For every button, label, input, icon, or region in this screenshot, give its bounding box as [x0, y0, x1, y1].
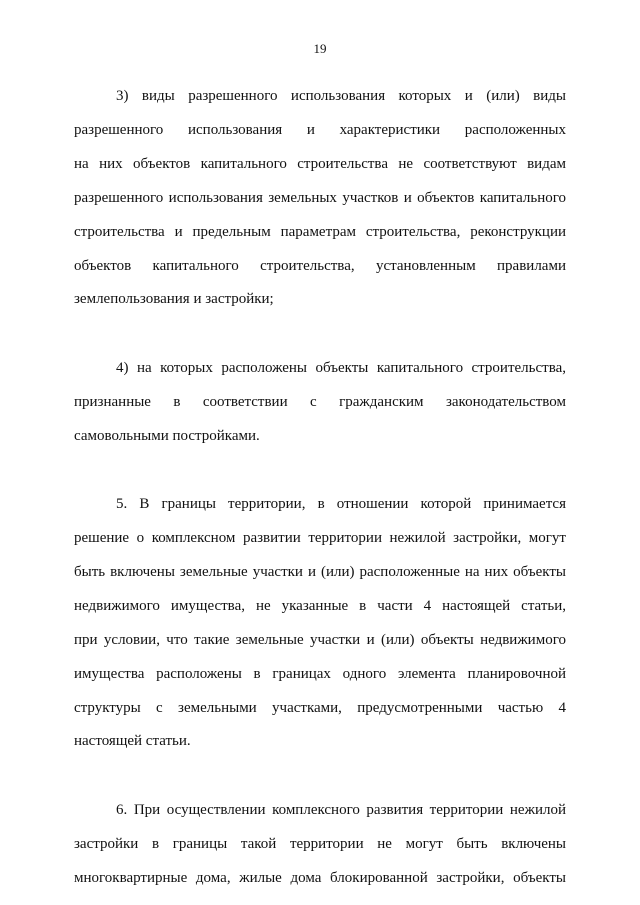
paragraph-gap: [74, 317, 566, 352]
text-line: самовольными постройками.: [74, 427, 260, 444]
text-line: застройки в границы такой территории не могут быть включены: [74, 835, 566, 852]
text-line: строительства и предельным параметрам строительства, реконструкции: [74, 223, 566, 240]
text-line: землепользования и застройки;: [74, 291, 274, 308]
text-line: на них объектов капитального строительства не соответствуют видам: [74, 155, 566, 172]
text-line: разрешенного использования земельных участков и объектов капитального: [74, 189, 566, 206]
text-line: недвижимого имущества, не указанные в части 4 настоящей статьи,: [74, 597, 566, 614]
document-body: [74, 80, 566, 896]
paragraph-item-3: [74, 80, 566, 317]
text-line: разрешенного использования и характеристики расположенных: [74, 121, 566, 138]
paragraph-gap: [74, 454, 566, 489]
text-line: решение о комплексном развитии территории нежилой застройки, могут: [74, 529, 566, 546]
text-line: 5. В границы территории, в отношении которой принимается: [116, 496, 566, 513]
text-line: признанные в соответствии с гражданским законодательством: [74, 393, 566, 410]
text-line: при условии, что такие земельные участки и (или) объекты недвижимого: [74, 631, 566, 648]
paragraph-part-5: [74, 488, 566, 759]
page-number: 19: [313, 41, 327, 56]
text-line: многоквартирные дома, жилые дома блокированной застройки, объекты: [74, 869, 566, 886]
text-line: настоящей статьи.: [74, 733, 191, 750]
text-line: 4) на которых расположены объекты капитального строительства,: [116, 359, 566, 376]
paragraph-gap: [74, 759, 566, 794]
text-line: имущества расположены в границах одного элемента планировочной: [74, 665, 566, 682]
text-line: структуры с земельными участками, предусмотренными частью 4: [74, 699, 566, 716]
text-line: объектов капитального строительства, установленным правилами: [74, 257, 566, 274]
text-line: быть включены земельные участки и (или) расположенные на них объекты: [74, 563, 566, 580]
paragraph-item-4: [74, 352, 566, 454]
text-line: 6. При осуществлении комплексного развития территории нежилой: [116, 801, 566, 818]
text-line: 3) виды разрешенного использования которых и (или) виды: [116, 88, 566, 104]
paragraph-part-6: [74, 794, 566, 896]
